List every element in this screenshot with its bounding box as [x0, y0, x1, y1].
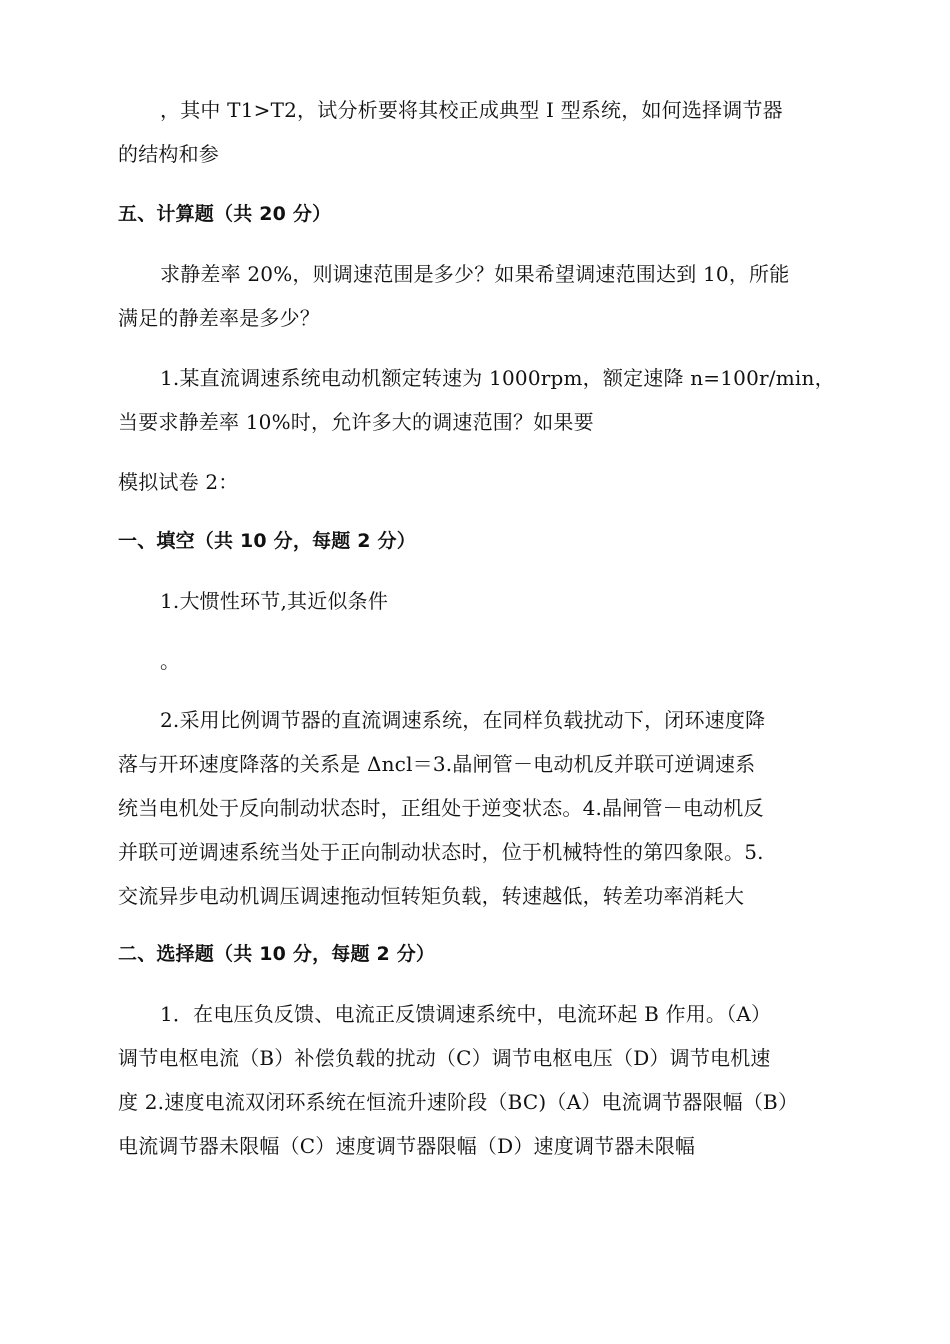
section-heading: 二、选择题（共 10 分，每题 2 分）: [118, 943, 436, 965]
text-line: 求静差率 20%，则调速范围是多少？如果希望调速范围达到 10，所能: [160, 262, 790, 286]
text-line: 2.采用比例调节器的直流调速系统，在同样负载扰动下，闭环速度降: [160, 708, 766, 732]
text-line: 调节电枢电流（B）补偿负载的扰动（C）调节电枢电压（D）调节电机速: [118, 1046, 771, 1070]
text-line: 。: [160, 649, 181, 673]
text-line: ，其中 T1>T2，试分析要将其校正成典型 I 型系统，如何选择调节器: [160, 98, 783, 122]
text-line: 满足的静差率是多少？: [118, 306, 320, 330]
text-line: 并联可逆调速系统当处于正向制动状态时，位于机械特性的第四象限。5.: [118, 840, 764, 864]
text-line: 的结构和参: [118, 142, 219, 166]
text-line: 落与开环速度降落的关系是 Δncl＝3.晶闸管－电动机反并联可逆调速系: [118, 752, 756, 776]
section-heading: 五、计算题（共 20 分）: [118, 203, 332, 225]
section-heading: 一、填空（共 10 分，每题 2 分）: [118, 530, 416, 552]
text-line: 度 2.速度电流双闭环系统在恒流升速阶段（BC)（A）电流调节器限幅（B）: [118, 1090, 799, 1114]
text-line: 交流异步电动机调压调速拖动恒转矩负载，转速越低，转差功率消耗大: [118, 884, 745, 908]
text-line: 模拟试卷 2：: [118, 470, 239, 494]
text-line: 1．在电压负反馈、电流正反馈调速系统中，电流环起 B 作用。（A）: [160, 1002, 772, 1026]
text-line: 1.大惯性环节,其近似条件: [160, 589, 389, 613]
text-line: 统当电机处于反向制动状态时，正组处于逆变状态。4.晶闸管－电动机反: [118, 796, 764, 820]
text-line: 电流调节器未限幅（C）速度调节器限幅（D）速度调节器未限幅: [118, 1134, 696, 1158]
text-line: 1.某直流调速系统电动机额定转速为 1000rpm，额定速降 n=100r/min，: [160, 366, 835, 390]
text-line: 当要求静差率 10%时，允许多大的调速范围？如果要: [118, 410, 594, 434]
